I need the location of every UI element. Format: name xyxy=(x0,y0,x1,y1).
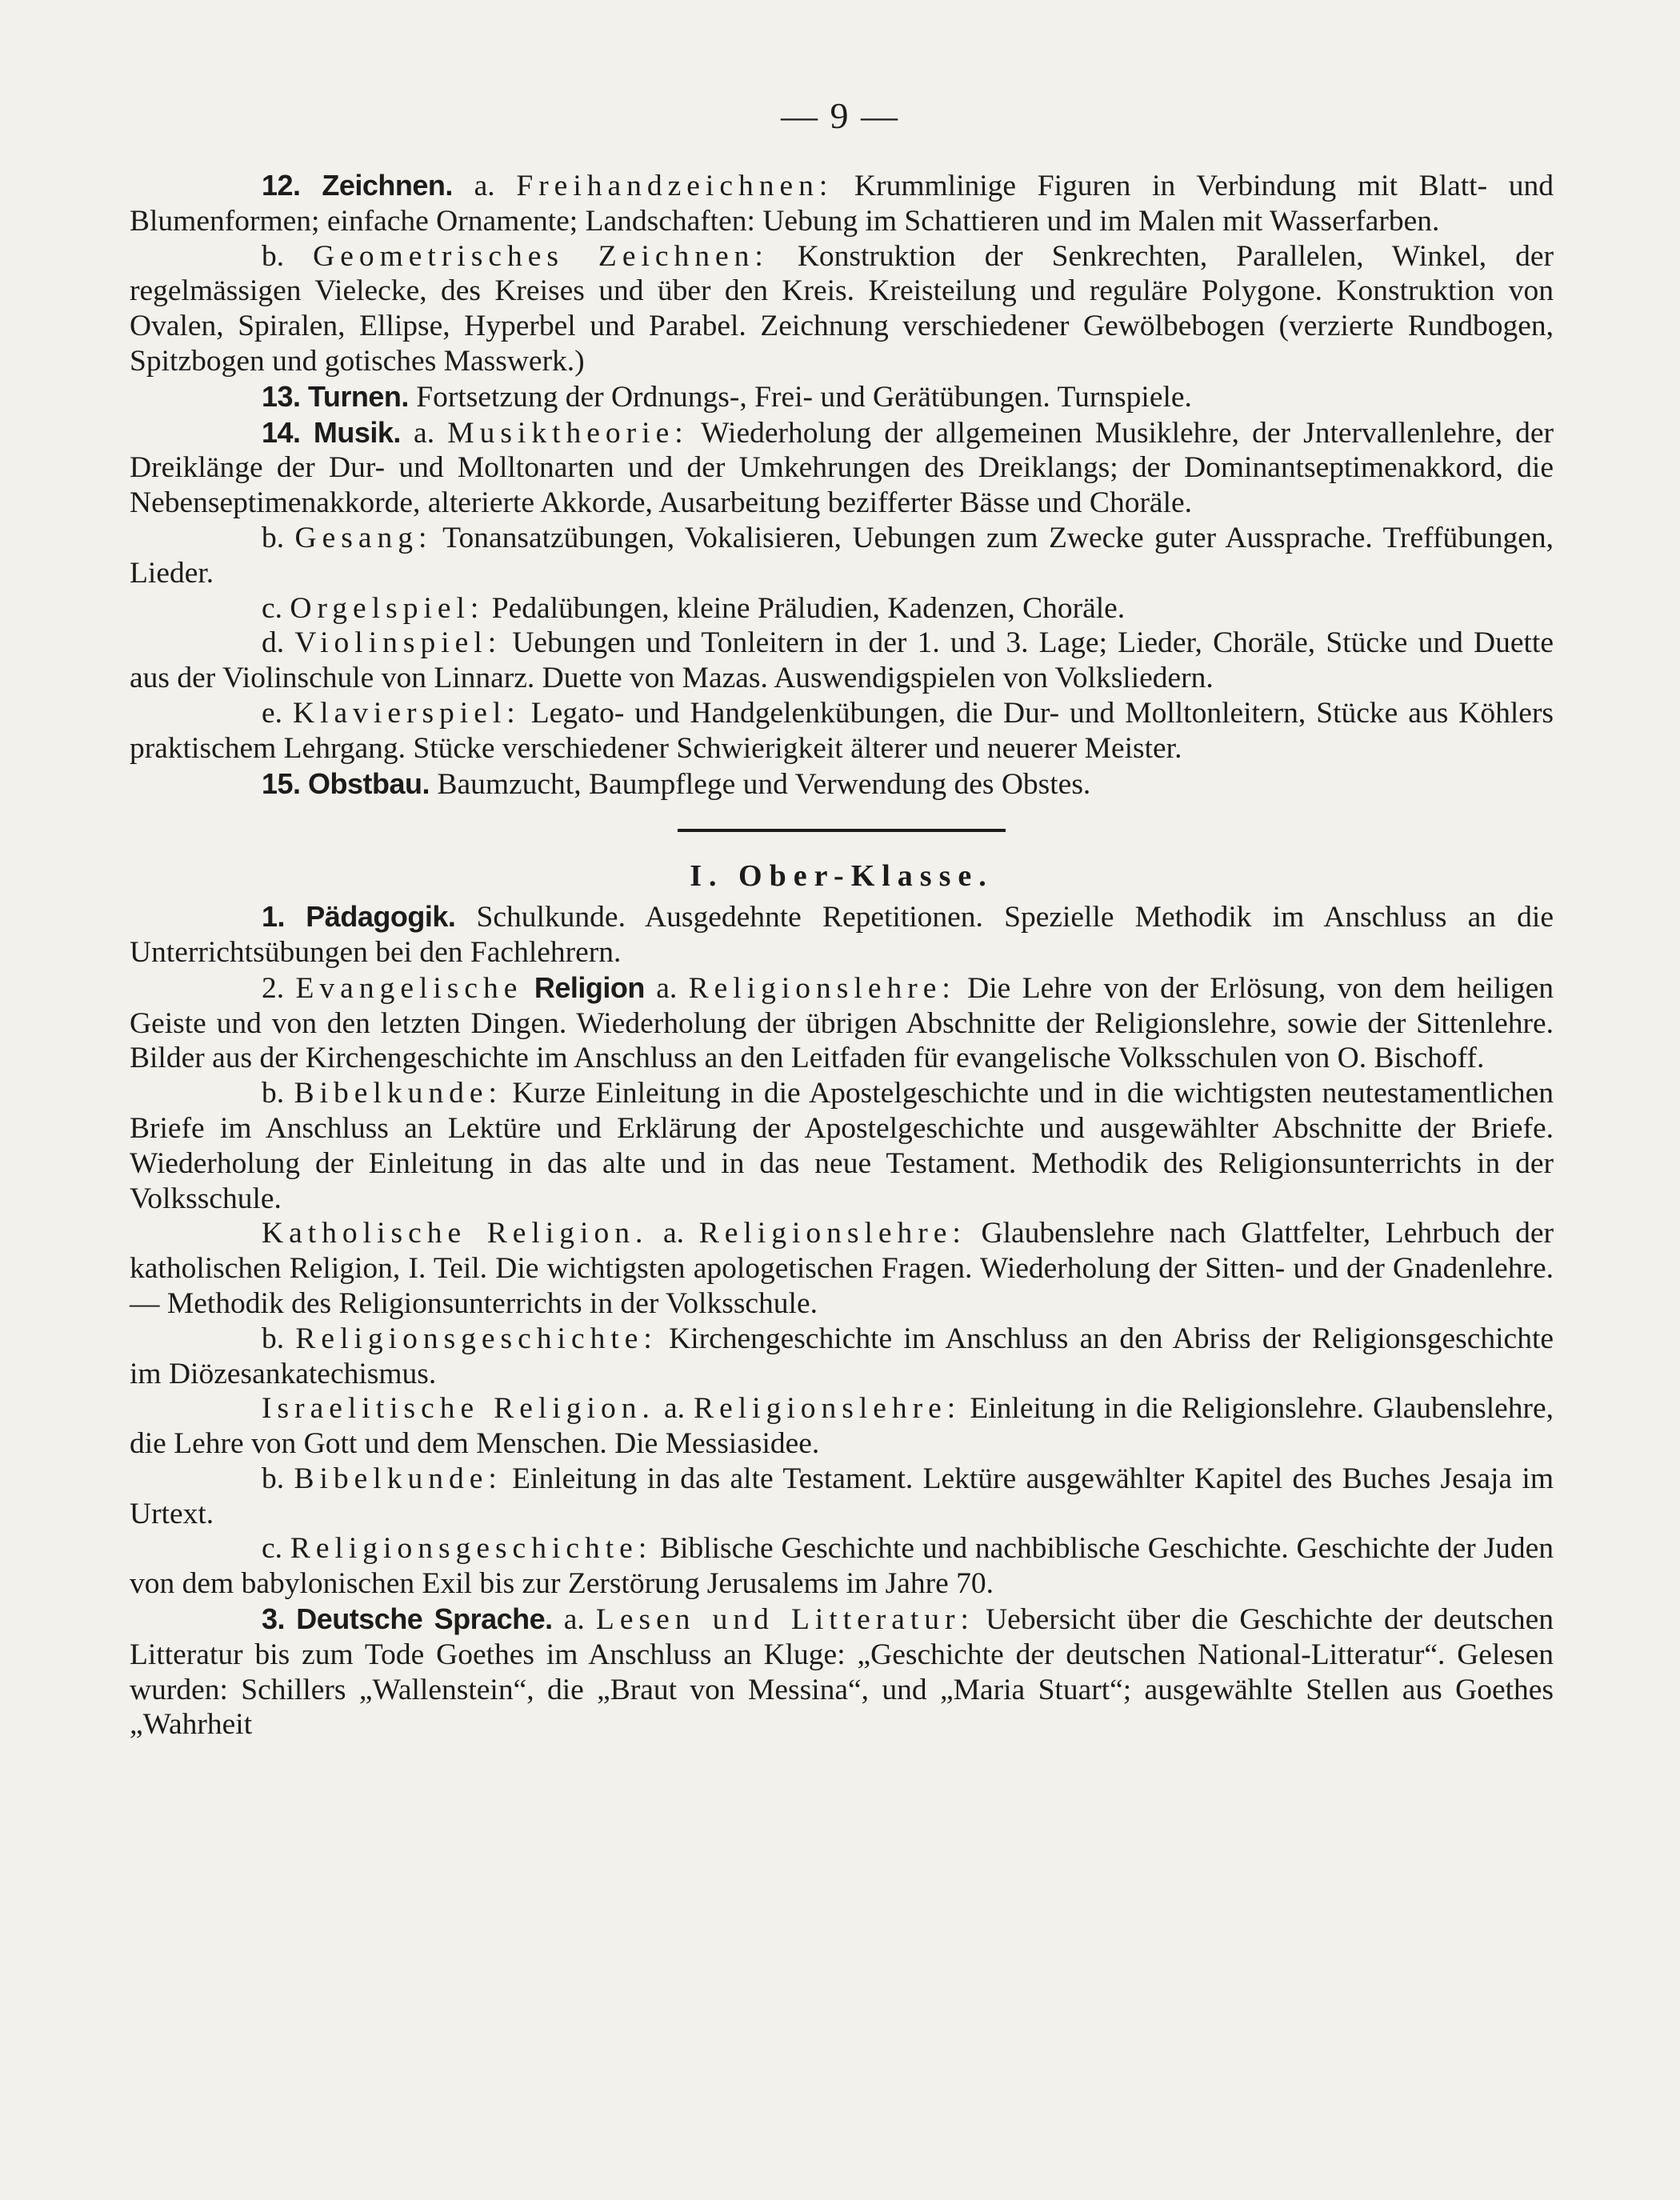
paragraph-zeichnen-a: 12. Zeichnen. a. Freihandzeichnen: Krummlinige Figuren in Verbindung mit Blatt- und Blumenformen; einfache Ornamente; Landschaften: Uebung im Schattieren und im Malen mit Wasserfarben. xyxy=(130,169,1554,238)
text-ev-religionslehre: Die Lehre von der Erlösung, von dem heiligen Geiste und von den letzten Dingen. Wiederholung der übrigen Abschnitte der Religionslehre, sowie der Sittenlehre. Bilder aus der Kirchengeschichte im Anschluss an den Leitfaden für evangelische Volksschulen von O. Bischoff. xyxy=(130,971,1554,1075)
text-klavierspiel: Legato- und Handgelenkübungen, die Dur- und Molltonleitern, Stücke aus Köhlers praktischem Lehrgang. Stücke verschiedener Schwierigkeit älterer und neuerer Meister. xyxy=(130,696,1554,765)
paragraph-deutsche-sprache-a: 3. Deutsche Sprache. a. Lesen und Litteratur: Uebersicht über die Geschichte der deutschen Litteratur bis zum Tode Goethes im Anschluss an Kluge: „Geschichte der deutschen National-Litteratur“. Gelesen wurden: Schillers „Wallenstein“, die „Braut von Messina“, und „Maria Stuart“; ausgewählte Stellen aus Goethes „Wahrheit xyxy=(130,1602,1554,1742)
text-kath-religionslehre: Glaubenslehre nach Glattfelter, Lehrbuch der katholischen Religion, I. Teil. Die wichtigsten apologetischen Fragen. Wiederholung der Sitten- und der Gnadenlehre. — Methodik des Religionsunterrichts in der Volksschule. xyxy=(130,1217,1554,1320)
heading-evangelische: Evangelische xyxy=(295,971,523,1005)
subheading-geometrisches-zeichnen: Geometrisches Zeichnen: xyxy=(313,239,769,273)
subheading-klavierspiel: Klavierspiel: xyxy=(293,696,521,730)
text-kath-religionsgeschichte: Kirchengeschichte im Anschluss an den Abriss der Religionsgeschichte im Diözesankatechismus. xyxy=(130,1322,1554,1390)
heading-paedagogik: 1. Pädagogik. xyxy=(262,900,456,934)
text-musiktheorie: Wiederholung der allgemeinen Musiklehre, der Jntervallenlehre, der Dreiklänge der Dur- und Molltonarten und der Umkehrungen des Dreiklangs; der Dominantseptimenakkord, die Nebenseptimenakkorde, alterierte Akkorde, Ausarbeitung bezifferter Bässe und Choräle. xyxy=(130,416,1554,520)
heading-musik: 14. Musik. xyxy=(262,415,401,449)
paragraph-kath-religion-b: b. Religionsgeschichte: Kirchengeschichte im Anschluss an den Abriss der Religionsgeschichte im Diözesankatechismus. xyxy=(130,1322,1554,1390)
text-paedagogik: Schulkunde. Ausgedehnte Repetitionen. Spezielle Methodik im Anschluss an die Unterrichtsübungen bei den Fachlehrern. xyxy=(130,901,1554,969)
text-violinspiel: Uebungen und Tonleitern in der 1. und 3. Lage; Lieder, Choräle, Stücke und Duette aus der Violinschule von Linnarz. Duette von Mazas. Auswendigspielen von Volksliedern. xyxy=(130,626,1554,695)
paragraph-musik-d: d. Violinspiel: Uebungen und Tonleitern in der 1. und 3. Lage; Lieder, Choräle, Stücke und Duette aus der Violinschule von Linnarz. Duette von Mazas. Auswendigspielen von Volksliedern. xyxy=(130,626,1554,695)
paragraph-obstbau xyxy=(130,766,1554,802)
subheading-lesen-und-litteratur: Lesen und Litteratur: xyxy=(595,1603,974,1637)
subheading-kath-religionslehre: Religionslehre: xyxy=(698,1217,966,1250)
subheading-ev-religionslehre: Religionslehre: xyxy=(688,971,956,1005)
paragraph-musik-b: b. Gesang: Tonansatzübungen, Vokalisieren, Uebungen zum Zwecke guter Aussprache. Treffübungen, Lieder. xyxy=(130,521,1554,590)
subheading-freihandzeichnen: Freihandzeichnen: xyxy=(516,170,834,202)
heading-deutsche-sprache: 3. Deutsche Sprache. xyxy=(262,1602,553,1636)
text-orgelspiel: Pedalübungen, kleine Präludien, Kadenzen, Choräle. xyxy=(491,591,1126,625)
subheading-orgelspiel: Orgelspiel: xyxy=(290,591,485,625)
text-isr-religionslehre: Einleitung in die Religionslehre. Glaubenslehre, die Lehre von Gott und dem Menschen. Die Messiasidee. xyxy=(130,1392,1554,1461)
paragraph-ev-religion-a: 2. Evangelische Religion a. Religionslehre: Die Lehre von der Erlösung, von dem heiligen Geiste und von den letzten Dingen. Wiederholung der übrigen Abschnitte der Religionslehre, sowie der Sittenlehre. Bilder aus der Kirchengeschichte im Anschluss an den Leitfaden für evangelische Volksschulen von O. Bischoff. xyxy=(130,970,1554,1075)
text-obstbau: Baumzucht, Baumpflege und Verwendung des Obstes. xyxy=(437,767,1091,801)
heading-religion: Religion xyxy=(534,970,645,1004)
text-isr-religionsgeschichte: Biblische Geschichte und nachbiblische Geschichte. Geschichte der Juden von dem babylonischen Exil bis zur Zerstörung Jerusalems im Jahre 70. xyxy=(130,1532,1554,1601)
paragraph-musik-a: 14. Musik. a. Musiktheorie: Wiederholung der allgemeinen Musiklehre, der Jntervallenlehre, der Dreiklänge der Dur- und Molltonarten und der Umkehrungen des Dreiklangs; der Dominantseptimenakkord, die Nebenseptimenakkorde, alterierte Akkorde, Ausarbeitung bezifferter Bässe und Choräle. xyxy=(130,415,1554,520)
subheading-kath-religionsgeschichte: Religionsgeschichte: xyxy=(295,1322,658,1355)
page-body xyxy=(130,168,1554,1742)
paragraph-zeichnen-b: b. Geometrisches Zeichnen: Konstruktion der Senkrechten, Parallelen, Winkel, der regelmässigen Vielecke, des Kreises und über den Kreis. Kreisteilung und reguläre Polygone. Konstruktion von Ovalen, Spiralen, Ellipse, Hyperbel und Parabel. Zeichnung verschiedener Gewölbebogen (verzierte Rundbogen, Spitzbogen und gotisches Masswerk.) xyxy=(130,239,1554,378)
text-freihandzeichnen: Krummlinige Figuren in Verbindung mit Blatt- und Blumenformen; einfache Ornamente; Landschaften: Uebung im Schattieren und im Malen mit Wasserfarben. xyxy=(130,170,1554,238)
paragraph-kath-religion-a: Katholische Religion. a. Religionslehre: Glaubenslehre nach Glattfelter, Lehrbuch der katholischen Religion, I. Teil. Die wichtigsten apologetischen Fragen. Wiederholung der Sitten- und der Gnadenlehre. — Methodik des Religionsunterrichts in der Volksschule. xyxy=(130,1217,1554,1320)
paragraph-isr-religion-a: Israelitische Religion. a. Religionslehre: Einleitung in die Religionslehre. Glaubenslehre, die Lehre von Gott und dem Menschen. Die Messiasidee. xyxy=(130,1392,1554,1461)
heading-katholische-religion: Katholische Religion. xyxy=(262,1217,649,1250)
heading-zeichnen: 12. Zeichnen. xyxy=(262,169,453,202)
heading-israelitische-religion: Israelitische Religion. xyxy=(262,1392,655,1426)
paragraph-paedagogik xyxy=(130,899,1554,970)
text-geometrisches-zeichnen: Konstruktion der Senkrechten, Parallelen, Winkel, der regelmässigen Vielecke, des Kreises und über den Kreis. Kreisteilung und reguläre Polygone. Konstruktion von Ovalen, Spiralen, Ellipse, Hyperbel und Parabel. Zeichnung verschiedener Gewölbebogen (verzierte Rundbogen, Spitzbogen und gotisches Masswerk.) xyxy=(130,239,1554,378)
subheading-ev-bibelkunde: Bibelkunde: xyxy=(294,1077,502,1110)
paragraph-ev-religion-b: b. Bibelkunde: Kurze Einleitung in die Apostelgeschichte und in die wichtigsten neutestamentlichen Briefe im Anschluss an Lektüre und Erklärung der Apostelgeschichte und ausgewählter Abschnitte der Briefe. Wiederholung der Einleitung in das alte und in das neue Testament. Methodik des Religionsunterrichts in der Volksschule. xyxy=(130,1077,1554,1215)
heading-obstbau: 15. Obstbau. xyxy=(262,766,430,800)
subheading-isr-religionslehre: Religionslehre: xyxy=(694,1392,962,1426)
paragraph-isr-religion-c: c. Religionsgeschichte: Biblische Geschichte und nachbiblische Geschichte. Geschichte der Juden von dem babylonischen Exil bis zur Zerstörung Jerusalems im Jahre 70. xyxy=(130,1532,1554,1601)
text-gesang: Tonansatzübungen, Vokalisieren, Uebungen zum Zwecke guter Aussprache. Treffübungen, Lieder. xyxy=(130,521,1554,590)
subheading-violinspiel: Violinspiel: xyxy=(294,626,502,660)
paragraph-isr-religion-b: b. Bibelkunde: Einleitung in das alte Testament. Lektüre ausgewählter Kapitel des Buches Jesaja im Urtext. xyxy=(130,1462,1554,1530)
subheading-gesang: Gesang: xyxy=(294,521,433,554)
paragraph-turnen xyxy=(130,379,1554,415)
text-turnen: Fortsetzung der Ordnungs-, Frei- und Gerätübungen. Turnspiele. xyxy=(416,380,1192,414)
paragraph-musik-e: e. Klavierspiel: Legato- und Handgelenkübungen, die Dur- und Molltonleitern, Stücke aus Köhlers praktischem Lehrgang. Stücke verschiedener Schwierigkeit älterer und neuerer Meister. xyxy=(130,696,1554,765)
paragraph-musik-c: c. Orgelspiel: Pedalübungen, kleine Präludien, Kadenzen, Choräle. xyxy=(262,591,1126,625)
subheading-musiktheorie: Musiktheorie: xyxy=(447,416,689,450)
text-lesen-und-litteratur: Uebersicht über die Geschichte der deutschen Litteratur bis zum Tode Goethes im Anschluss an Kluge: „Geschichte der deutschen National-Litteratur“. Gelesen wurden: Schillers „Wallenstein“, die „Braut von Messina“, und „Maria Stuart“; ausgewählte Stellen aus Goethes „Wahrheit xyxy=(130,1603,1554,1742)
section-divider xyxy=(678,829,1006,832)
section-title-ober-klasse: I. Ober-Klasse. xyxy=(690,859,994,894)
heading-turnen: 13. Turnen. xyxy=(262,379,409,413)
subheading-isr-bibelkunde: Bibelkunde: xyxy=(294,1462,502,1495)
text-isr-bibelkunde: Einleitung in das alte Testament. Lektüre ausgewählter Kapitel des Buches Jesaja im Urtext. xyxy=(130,1462,1554,1530)
subheading-isr-religionsgeschichte: Religionsgeschichte: xyxy=(290,1532,653,1566)
page-number: — 9 — xyxy=(781,95,899,136)
text-ev-bibelkunde: Kurze Einleitung in die Apostelgeschichte und in die wichtigsten neutestamentlichen Briefe im Anschluss an Lektüre und Erklärung der Apostelgeschichte und ausgewählter Abschnitte der Briefe. Wiederholung der Einleitung in das alte und in das neue Testament. Methodik des Religionsunterrichts in der Volksschule. xyxy=(130,1077,1554,1215)
